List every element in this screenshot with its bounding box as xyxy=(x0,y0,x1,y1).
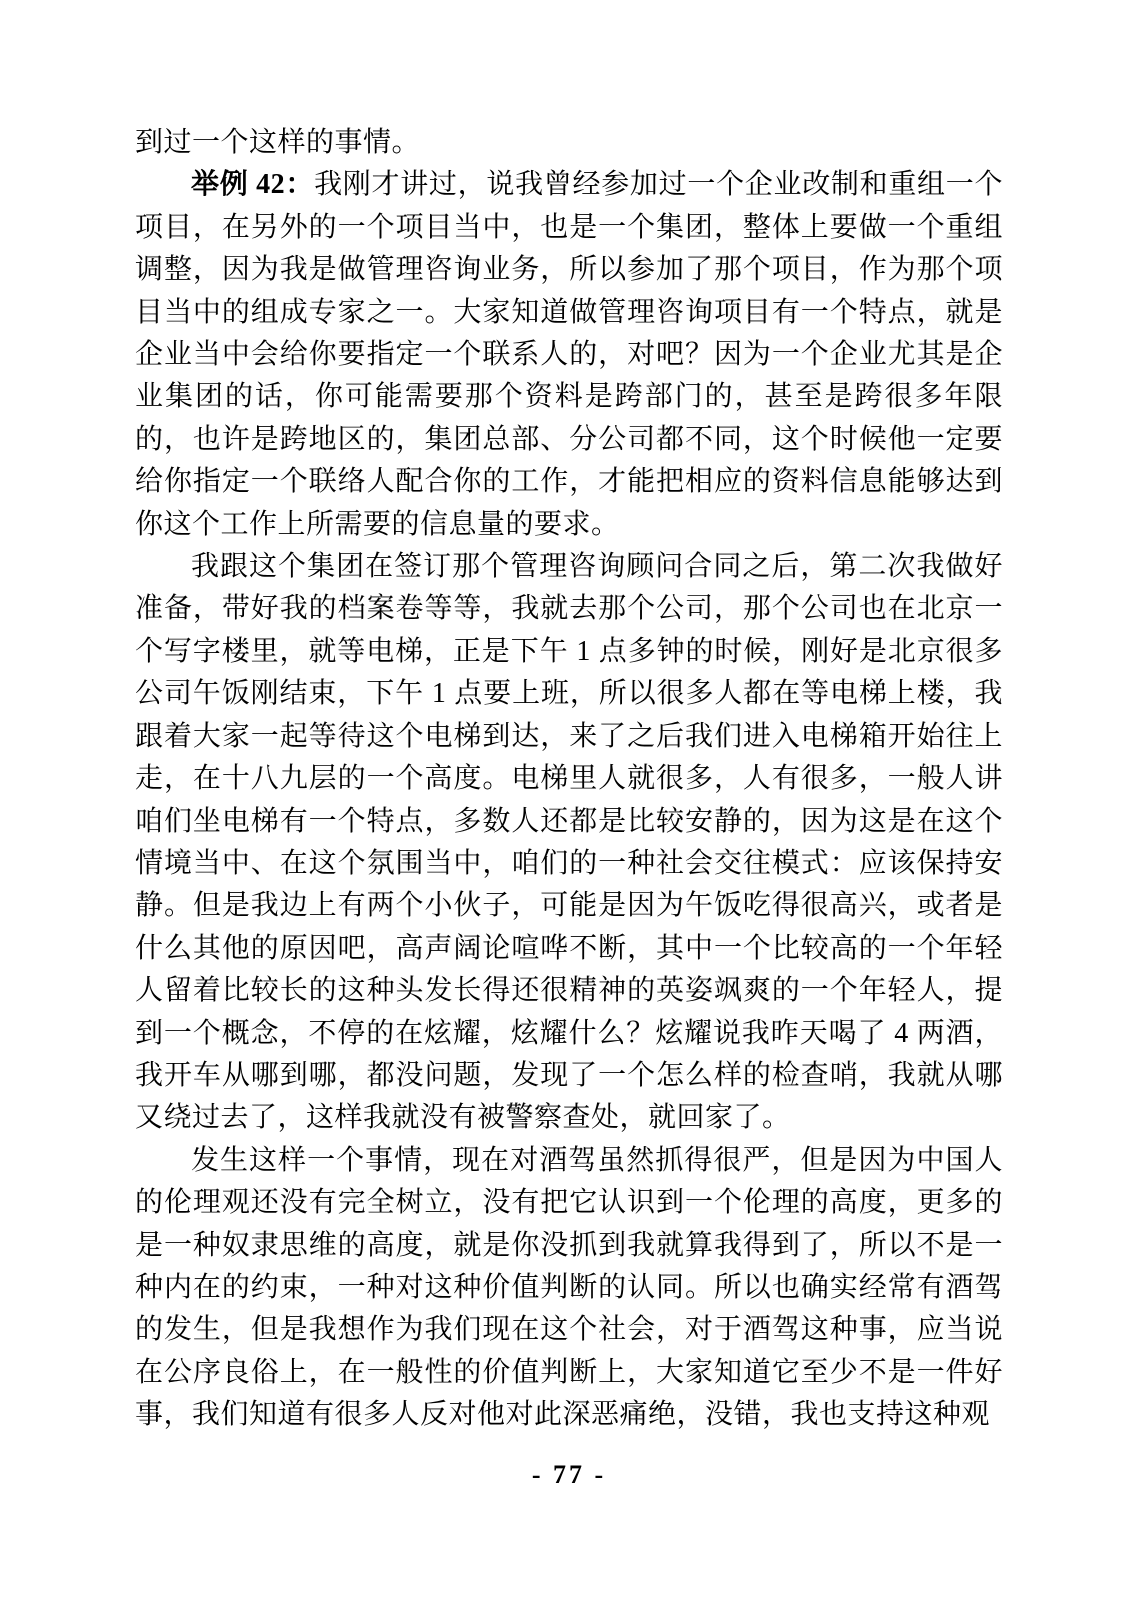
example-42-text: 我刚才讲过，说我曾经参加过一个企业改制和重组一个项目，在另外的一个项目当中，也是一个集团，整体上要做一个重组调整，因为我是做管理咨询业务，所以参加了那个项目，作为那个项目当中的组成专家之一。大家知道做管理咨询项目有一个特点，就是企业当中会给你要指定一个联系人的，对吧？因为一个企业尤其是企业集团的话，你可能需要那个资料是跨部门的，甚至是跨很多年限的，也许是跨地区的，集团总部、分公司都不同，这个时候他一定要给你指定一个联络人配合你的工作，才能把相应的资料信息能够达到你这个工作上所需要的信息量的要求。 xyxy=(135,169,1003,540)
example-42-label: 举例 42： xyxy=(191,169,315,201)
paragraph-drunk-driving-ethics: 发生这样一个事情，现在对酒驾虽然抓得很严，但是因为中国人的伦理观还没有完全树立，没有把它认识到一个伦理的高度，更多的是一种奴隶思维的高度，就是你没抓到我就算我得到了，所以不是一种内在的约束，一种对这种价值判断的认同。所以也确实经常有酒驾的发生，但是我想作为我们现在这个社会，对于酒驾这种事，应当说在公序良俗上，在一般性的价值判断上，大家知道它至少不是一件好事，我们知道有很多人反对他对此深恶痛绝，没错，我也支持这种观 xyxy=(135,1144,1003,1431)
paragraph-continuation: 到过一个这样的事情。 xyxy=(135,127,421,158)
page-body-text xyxy=(135,122,1003,1437)
paragraph-elevator-story: 我跟这个集团在签订那个管理咨询顾问合同之后，第二次我做好准备，带好我的档案卷等等，我就去那个公司，那个公司也在北京一个写字楼里，就等电梯，正是下午 1 点多钟的时候，刚好是北京很多公司午饭刚结束，下午 1 点要上班，所以很多人都在等电梯上楼，我跟着大家一起等待这个电梯到达，来了之后我们进入电梯箱开始往上走，在十八九层的一个高度。电梯里人就很多，人有很多，一般人讲咱们坐电梯有一个特点，多数人还都是比较安静的，因为这是在这个情境当中、在这个氛围当中，咱们的一种社会交往模式：应该保持安静。但是我边上有两个小伙子，可能是因为午饭吃得很高兴，或者是什么其他的原因吧，高声阔论喧哗不断，其中一个比较高的一个年轻人留着比较长的这种头发长得还很精神的英姿飒爽的一个年轻人，提到一个概念，不停的在炫耀，炫耀什么？炫耀说我昨天喝了 4 两酒，我开车从哪到哪，都没问题，发现了一个怎么样的检查哨，我就从哪又绕过去了，这样我就没有被警察查处，就回家了。 xyxy=(135,551,1003,1134)
page-number: - 77 - xyxy=(531,1460,607,1489)
paragraph-example-42 xyxy=(135,164,1003,546)
